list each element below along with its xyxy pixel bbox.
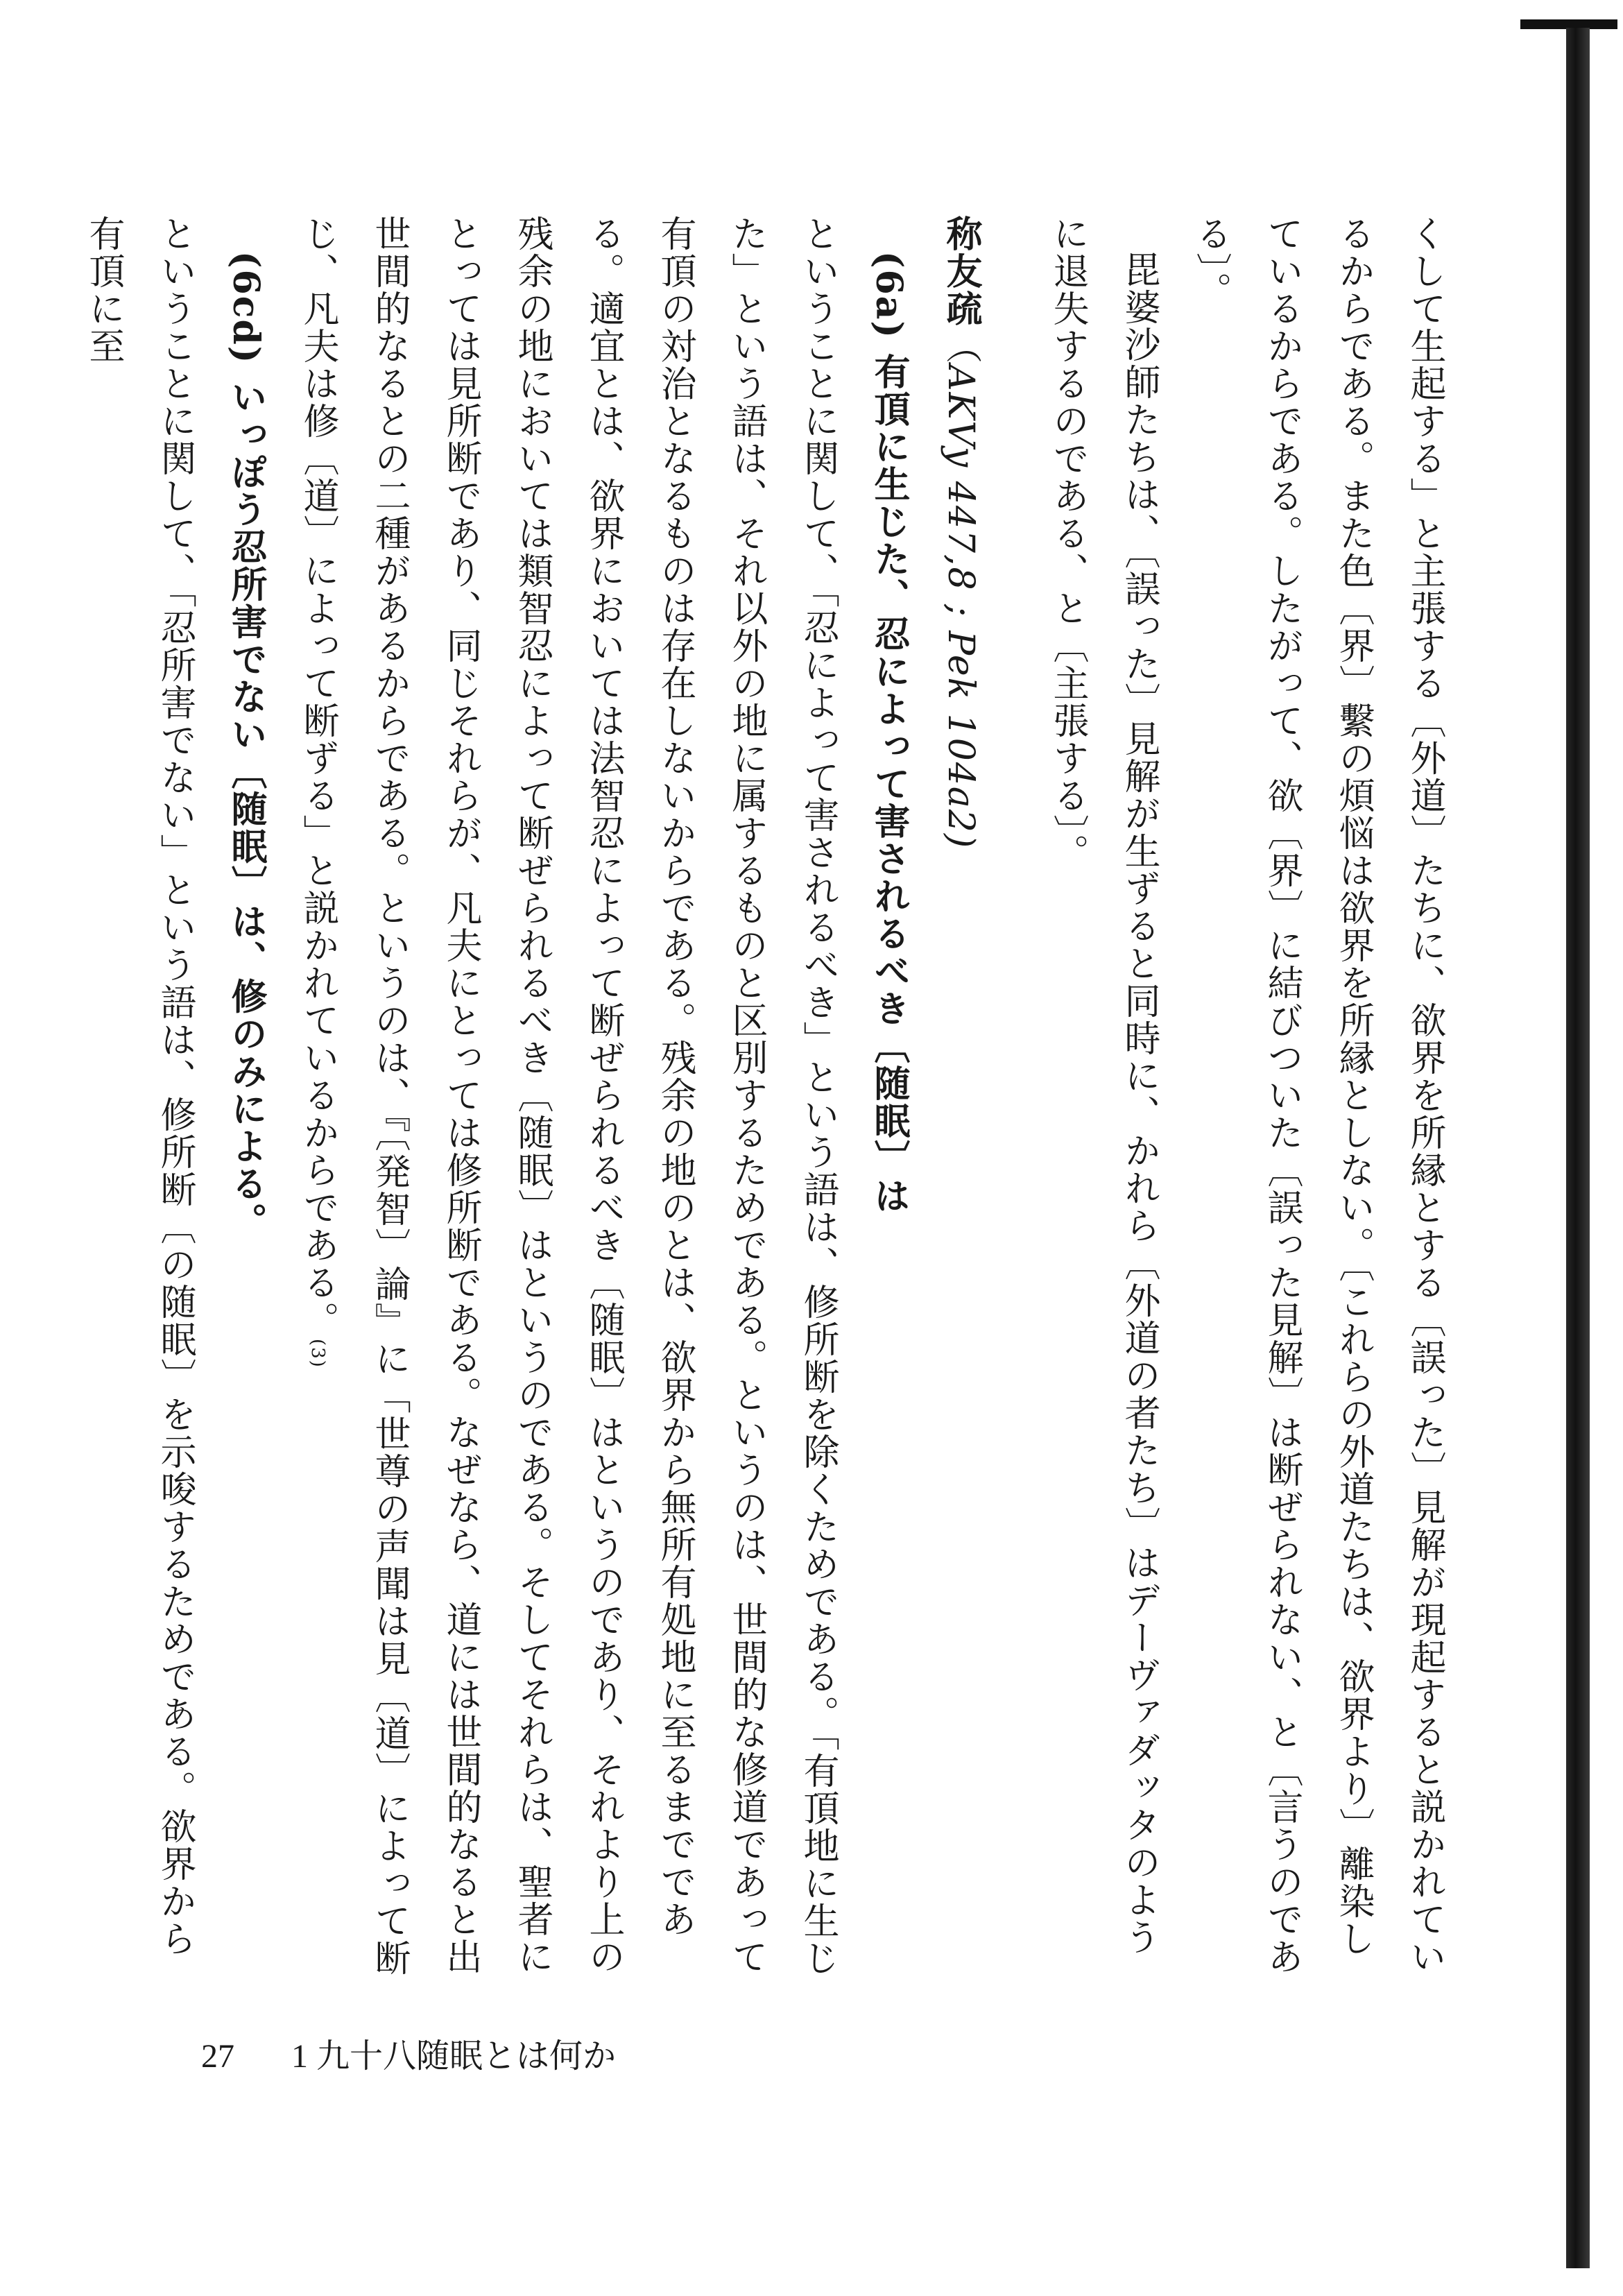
running-title: 1 九十八随眠とは何か <box>291 2038 617 2075</box>
heading-label: 称友疏 <box>940 215 982 327</box>
binding-edge <box>1566 28 1590 2268</box>
note-marker: (3) <box>307 1339 328 1369</box>
verse-6cd <box>210 215 282 1991</box>
paragraph-3-text: ということに関して、「忍によって害されるべき」という語は、修所断を除くためである。「有頂地に生じた」という語は、それ以外の地に属するものと区別するためである。というのは、世間的な修道であって有頂の対治となるものは存在しないからである。残余の地のとは、欲界から無所有処地に至るまでである。適宜とは、欲界においては法智忍によって断ぜられるべき〔随眠〕はというのであり、それより上の残余の地においては類智忍によって断ぜられるべき〔随眠〕はというのである。そしてそれらは、聖者にとっては見所断であり、同じそれらが、凡夫にとっては修所断である。なぜなら、道には世間的なると出世間的なるとの二種があるからである。というのは、『〔発智〕論』に「世尊の声聞は見〔道〕によって断じ、凡夫は修〔道〕によって断ずる」と説かれているからである。 <box>297 215 839 1977</box>
paragraph-4: ということに関して、「忍所害でない」という語は、修所断〔の随眠〕を示唆するためである。欲界から有頂に至 <box>83 215 196 1957</box>
paragraph-3 <box>282 215 853 1991</box>
paragraph-2: 毘婆沙師たちは、〔誤った〕見解が生ずると同時に、かれら〔外道の者たち〕はデーヴァダッタのように退失するのである、と〔主張する〕。 <box>1047 215 1160 1956</box>
page-footer <box>201 2029 616 2077</box>
heading-reference: （AKVy 447,8 ; Pek 104a2) <box>940 327 981 850</box>
verse-6a-text: 有頂に生じた、忍によって害されるべき〔随眠〕は <box>868 353 910 1215</box>
section-heading <box>925 215 997 1991</box>
paragraph-1: くして生起する」と主張する〔外道〕たちに、欲界を所縁とする〔誤った〕見解が現起すると説かれているからである。また色〔界〕繫の煩悩は欲界を所縁としない。〔これらの外道たちは、欲界より〕離染しているからである。したがって、欲〔界〕に結びついた〔誤った見解〕は断ぜられない、と〔言うのである〕。 <box>1190 215 1445 1976</box>
verse-6cd-text: いっぽう忍所害でない〔随眠〕は、修のみによる。 <box>225 378 267 1240</box>
vertical-text-block <box>83 215 1460 1991</box>
verse-6a <box>853 215 925 1991</box>
page-number: 27 <box>201 2038 234 2075</box>
verse-6cd-label: (6cd) <box>225 251 267 365</box>
verse-6a-label: (6a) <box>868 251 910 340</box>
